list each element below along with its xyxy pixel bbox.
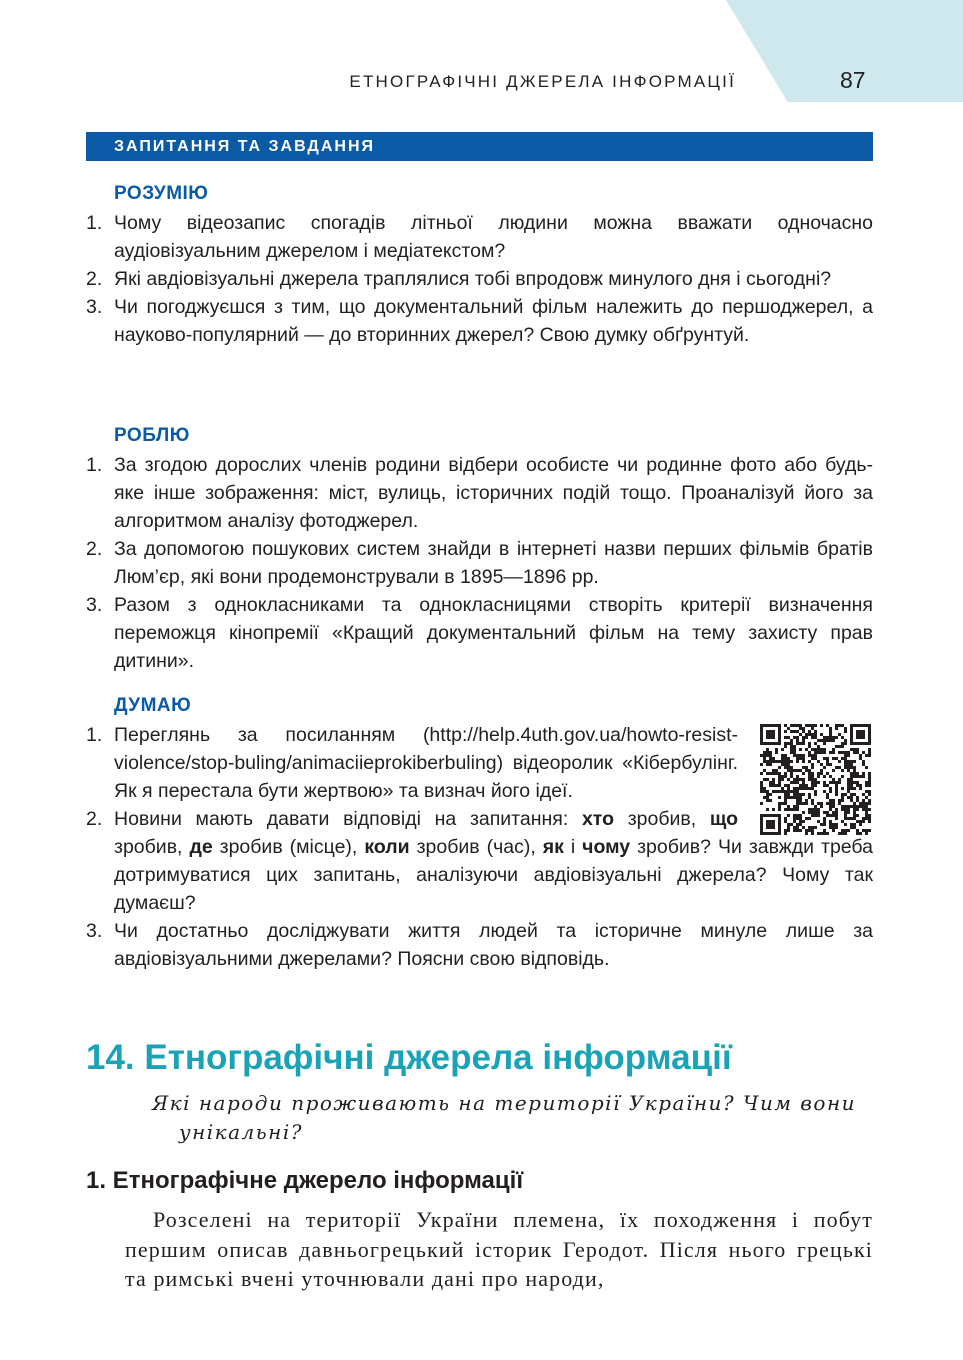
section-bar: ЗАПИТАННЯ ТА ЗАВДАННЯ [86,132,873,161]
item-number: 1. [86,212,103,234]
list-item [86,917,873,973]
item-text: Які авдіовізуальні джерела траплялися тобі впродовж минулого дня і сьогодні? [114,268,832,290]
item-text-part: зробив, [614,808,710,830]
item-text-part: зробив (час), [409,836,543,858]
keyword-how: як [542,836,564,858]
keyword-what: що [709,808,738,830]
item-text: Чому відеозапис спогадів літньої людини можна вважати одночасно аудіовізуальним джерелом і медіатекстом? [114,212,873,262]
item-text: Чи погоджуєшся з тим, що документальний фільм належить до першоджерел, а науково-популярний — до вторинних джерел? Свою думку обґрунтуй. [114,296,873,346]
think-list [86,721,873,973]
chapter-questions [152,1089,873,1147]
item-text-part: Новини мають давати відповіді на запитання: [114,808,582,830]
page-number: 87 [840,67,866,93]
item-number: 2. [86,538,103,560]
list-item [86,535,873,591]
list-item [86,209,873,265]
item-text-part: зробив? Чи завжди треба дотримуватися цих запитань, аналізуючи авдіовізуальні джерела? Чому так думаєш? [114,836,873,914]
keyword-who: хто [581,808,615,830]
item-text-part: зробив, [114,836,190,858]
item-text: Разом з однокласниками та однокласницями створіть критерії визначення переможця кінопремії «Кращий документальний фільм на тему захисту прав дитини». [114,594,873,672]
keyword-why: чому [582,836,631,858]
item-number: 1. [86,724,103,746]
item-text: Чи достатньо досліджувати життя людей та історичне минуле лише за авдіовізуальними джерелами? Поясни свою відповідь. [114,920,873,970]
item-number: 3. [86,920,103,942]
item-number: 2. [86,268,103,290]
item-text-part: і [563,836,583,858]
keyword-when: коли [364,836,410,858]
list-item [86,721,873,805]
list-item [86,265,873,293]
subsection-title: 1. Етнографічне джерело інформації [86,1167,524,1194]
understand-list [86,209,873,349]
subheading-understand: РОЗУМІЮ [114,183,209,204]
item-number: 3. [86,594,103,616]
item-text-part: зробив (місце), [212,836,365,858]
subheading-think: ДУМАЮ [114,695,192,716]
running-header: ЕТНОГРАФІЧНІ ДЖЕРЕЛА ІНФОРМАЦІЇ [349,72,736,91]
item-number: 2. [86,808,103,830]
keyword-where: де [189,836,213,858]
item-text: Переглянь за посиланням (http://help.4uth.gov.ua/howto-resist-violence/stop-buling/animaciieprokiberbuling) відеоролик «Кібербулінг. Як я перестала бути жертвою» та визнач його ідеї. [114,724,738,802]
subheading-do: РОБЛЮ [114,425,190,446]
paragraph-text: Розселені на території України племена, їх походження і побут першим описав давньогрецький історик Геродот. Після нього грецькі та римські вчені уточнювали дані про народи, [125,1207,873,1291]
do-list [86,451,873,675]
item-text: За допомогою пошукових систем знайди в інтернеті назви перших фільмів братів Люм’єр, які вони продемонстрували в 1895—1896 рр. [114,538,873,588]
list-item [86,451,873,535]
item-text: За згодою дорослих членів родини відбери особисте чи родинне фото або будь-яке інше зображення: міст, вулиць, історичних подій тощо. Проаналізуй його за алгоритмом аналізу фотоджерел. [114,454,873,532]
body-paragraph [125,1205,873,1294]
list-item [86,805,873,917]
chapter-question-line: Які народи проживають на території України? Чим вони [152,1091,856,1115]
list-item [86,293,873,349]
item-number: 1. [86,454,103,476]
item-number: 3. [86,296,103,318]
list-item [86,591,873,675]
chapter-title: 14. Етнографічні джерела інформації [86,1038,732,1077]
chapter-question-line: унікальні? [179,1120,303,1144]
